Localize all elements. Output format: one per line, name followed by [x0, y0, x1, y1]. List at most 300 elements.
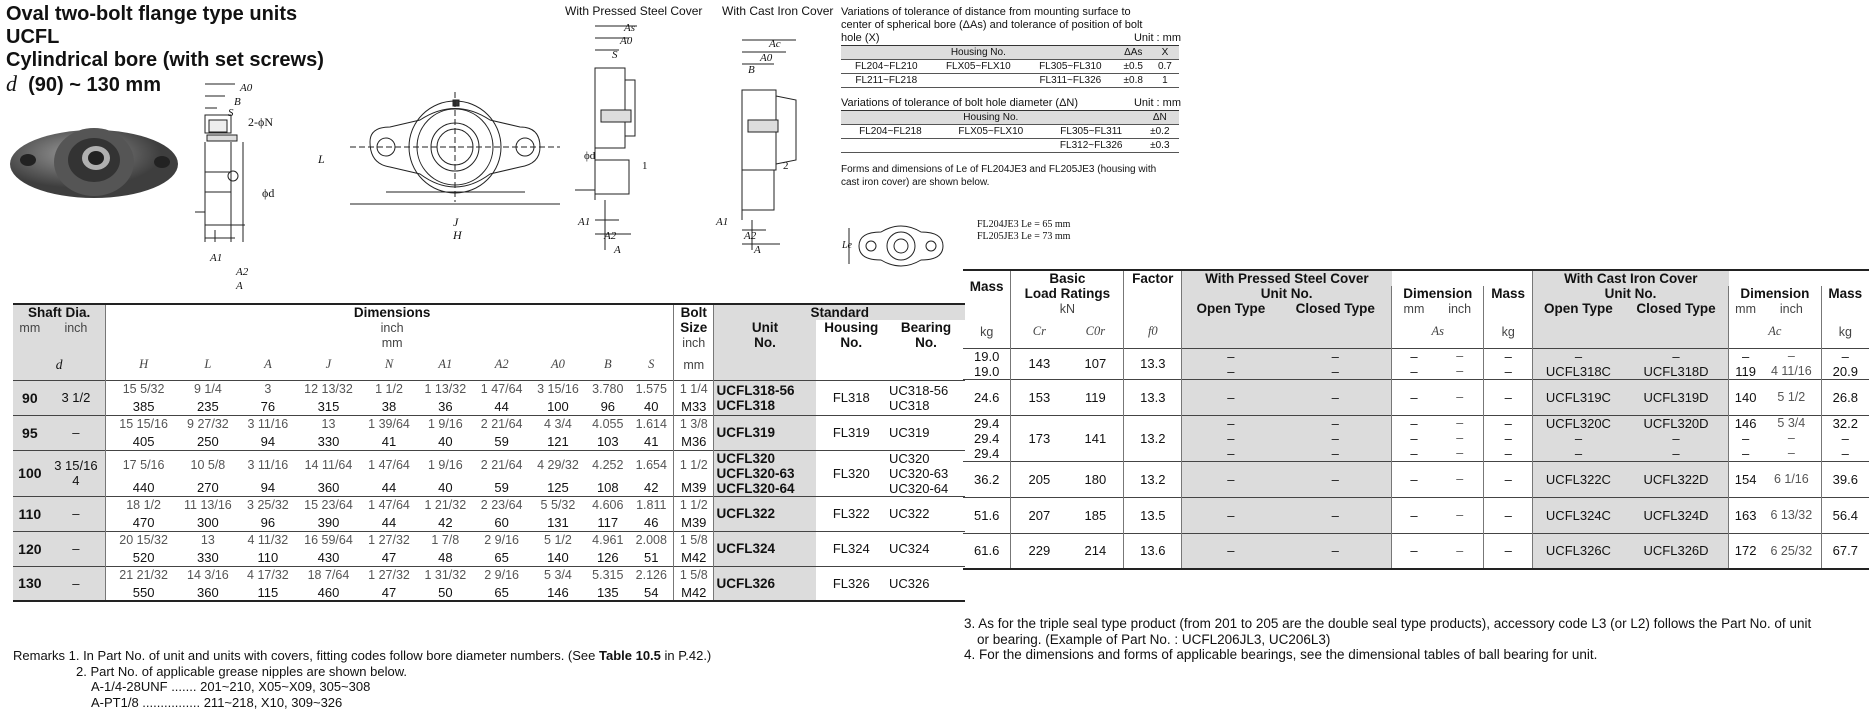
dim-inch-cell: 2 21/64 [480, 417, 523, 432]
label-A-left: A [236, 280, 243, 292]
dim-inch-cell: 1.811 [636, 498, 667, 513]
h-pressed-cont [1392, 270, 1533, 286]
shaft-inch-cell [47, 450, 106, 496]
dim-inch-cell: 3 [264, 382, 272, 397]
je3-drawing [841, 218, 961, 273]
table-row [963, 533, 1869, 569]
cor-cell: 119 [1085, 389, 1106, 405]
bearing-no-cell [887, 531, 965, 566]
t2-cell: FL204~FL218 [841, 125, 940, 139]
note-3a: 3. As for the triple seal type product (from 201 to 205 are the double seal type products), accessory code L3 (or L2) follows the Part No. of unit [964, 616, 1812, 631]
h-open-ci: Open Type [1532, 301, 1624, 316]
ps-closed-cell: – [1280, 348, 1392, 364]
notes-block [964, 616, 1864, 663]
remark-1c: in P.42.) [660, 648, 712, 663]
h-load: Load Ratings [1011, 286, 1124, 301]
bolt-inch-cell: 1 5/8 [674, 531, 714, 549]
cor-cell: 141 [1084, 430, 1107, 446]
cr-cell: 173 [1011, 415, 1068, 461]
table-row [963, 379, 1869, 415]
dim-inch-cell: 3 15/16 [537, 382, 579, 397]
dim-inch-cell: 1 47/64 [480, 382, 523, 397]
ci-open-cell: – [1532, 446, 1624, 462]
label-B-cast: B [748, 64, 755, 76]
dim-inch-cell: 16 59/64 [304, 533, 353, 548]
h-dimensions: Dimensions [111, 304, 673, 320]
h-col-B: B [603, 357, 612, 372]
dim-mm-cell: 65 [494, 584, 509, 600]
dim-mm-cell: 440 [132, 479, 155, 495]
ci-dim-inch-cell: 6 13/32 [1770, 508, 1813, 522]
h-mass: Mass [969, 278, 1004, 294]
h-bearing-no: No. [915, 335, 937, 350]
ps-dim-mm-cell: – [1392, 348, 1436, 364]
cor-cell: 214 [1084, 543, 1107, 559]
table-row [13, 496, 965, 514]
unit-no-cell [714, 450, 816, 496]
h-kg: kg [980, 324, 994, 339]
t1-cell: 0.7 [1151, 60, 1179, 74]
tol-unit-2: Unit : mm [1133, 97, 1181, 109]
unit-no: UCFL322 [716, 506, 775, 521]
note-4: 4. For the dimensions and forms of applicable bearings, see the dimensional tables of ball bearing for unit. [964, 647, 1598, 662]
label-As: As [624, 22, 635, 34]
h-kn: kN [1011, 301, 1124, 316]
dim-mm-cell: 42 [438, 514, 453, 530]
remark-1-link[interactable]: Table 10.5 [599, 648, 661, 663]
h-dimension-ps: Dimension [1392, 286, 1484, 301]
h-inch-ci: inch [1779, 301, 1803, 316]
h-col-S: S [648, 357, 655, 372]
ps-closed-cell: – [1280, 415, 1392, 431]
ps-dim-inch-cell: – [1456, 390, 1464, 404]
table-row [13, 380, 965, 398]
table-row [963, 348, 1869, 364]
size-range: (90) ~ 130 mm [28, 74, 161, 96]
dim-inch-cell: 5 3/4 [544, 568, 572, 583]
h-f0: f0 [1124, 316, 1182, 348]
h-closed-ps: Closed Type [1280, 301, 1392, 316]
table-row [963, 461, 1869, 497]
label-Ac: Ac [769, 38, 781, 50]
ci-closed-cell: UCFL324D [1624, 497, 1729, 533]
bolt-mm-cell: M39 [674, 514, 714, 531]
h-kg2: kg [1484, 316, 1532, 348]
t1-cell: FL204~FL210 [841, 60, 932, 74]
label-A1-pressed: A1 [578, 216, 591, 228]
unit-no: UCFL319 [716, 425, 775, 440]
dim-mm-cell: 44 [381, 514, 397, 530]
dim-inch-cell: 3.780 [592, 382, 624, 397]
tolerance-table-2 [841, 110, 1179, 153]
ci-closed-cell: – [1624, 348, 1729, 364]
t2-cell: ±0.3 [1141, 139, 1179, 153]
bearing-no-cell [887, 566, 965, 601]
je3-line-2: FL205JE3 Le = 73 mm [977, 231, 1071, 242]
label-A0-pressed: A0 [620, 35, 633, 47]
ps-dim-mm-cell: – [1392, 446, 1436, 462]
ci-dim-inch-cell: 6 1/16 [1773, 472, 1809, 486]
ci-dim-mm-cell: 146 [1729, 415, 1762, 431]
dim-inch-cell: 2 21/64 [480, 457, 523, 472]
ci-dim-inch-cell: 4 11/16 [1770, 364, 1812, 378]
unit-no: UCFL326 [716, 575, 775, 591]
dim-mm-cell: 51 [644, 549, 659, 565]
h-bearing: Bearing [900, 320, 952, 335]
label-2: 2 [783, 160, 789, 172]
unit-no: UCFL320 [716, 450, 775, 466]
caption-cast-iron: With Cast Iron Cover [722, 4, 834, 18]
h-open-ps: Open Type [1182, 301, 1280, 316]
label-A2-left: A2 [236, 266, 249, 278]
dim-mm-cell: 520 [132, 549, 155, 565]
remarks-block [13, 648, 711, 710]
bolt-mm-cell: M42 [674, 584, 714, 601]
dim-mm-cell: 48 [438, 549, 453, 565]
ci-dim-mm-cell: 154 [1729, 461, 1762, 497]
shaft-mm-cell: 110 [13, 496, 47, 531]
h-ac: Ac [1729, 316, 1821, 348]
dim-mm-cell: 41 [381, 433, 397, 449]
bearing-no: UC320 [889, 450, 930, 466]
ci-open-cell: UCFL324C [1532, 497, 1624, 533]
dim-inch-cell: 3 11/16 [247, 457, 289, 472]
dim-inch-cell: 1.614 [635, 417, 667, 432]
h-size: Size [674, 320, 714, 335]
dim-mm-cell: 135 [596, 584, 619, 600]
shaft-inch-1: 3 15/16 [54, 458, 98, 473]
dim-mm-cell: 42 [644, 479, 659, 495]
h-cor: C0r [1085, 324, 1106, 339]
dim-mm-cell: 47 [381, 584, 397, 600]
dim-mm-cell: 50 [438, 584, 453, 600]
bolt-inch-cell: 1 1/4 [674, 380, 714, 398]
t2-cell: FLX05~FLX10 [940, 125, 1042, 139]
label-d: ϕd [262, 186, 275, 200]
dim-inch-cell: 21 21/32 [119, 568, 168, 583]
ps-open-cell: – [1182, 446, 1280, 462]
h-unit: Unit [714, 320, 816, 335]
h-housing: Housing [824, 320, 879, 335]
ci-open-cell: – [1532, 348, 1624, 364]
ci-dim-inch-cell: 5 1/2 [1777, 390, 1806, 404]
dim-inch-cell: 14 3/16 [187, 568, 229, 583]
ci-mass-cell: 20.9 [1821, 364, 1869, 380]
ps-dim-inch-cell: – [1456, 543, 1464, 558]
ps-open-cell: – [1182, 497, 1280, 533]
dim-mm-cell: 60 [494, 514, 509, 530]
dim-mm-cell: 100 [547, 398, 569, 414]
label-S-pressed: S [612, 49, 618, 61]
dim-mm-cell: 103 [596, 433, 619, 449]
h-unit-no: No. [714, 335, 816, 350]
ps-open-cell: – [1182, 415, 1280, 431]
f0-cell: 13.5 [1124, 497, 1182, 533]
dim-mm-cell: 330 [197, 549, 219, 565]
t1-cell: FL211~FL218 [841, 74, 932, 88]
ci-dim-mm-cell: 163 [1729, 497, 1762, 533]
dim-inch-cell: 3 25/32 [247, 498, 289, 513]
bolt-mm-cell: M33 [674, 398, 714, 415]
dim-mm-cell: 550 [132, 584, 155, 600]
cr-cell: 207 [1011, 497, 1068, 533]
unit-no: UCFL324 [716, 541, 775, 556]
dim-mm-cell: 430 [317, 549, 340, 565]
h-dimension-ci: Dimension [1729, 286, 1821, 301]
label-L: L [318, 152, 325, 166]
dim-mm-cell: 94 [260, 433, 276, 449]
dim-inch-cell: 17 5/16 [122, 457, 165, 472]
ci-open-cell: UCFL319C [1532, 379, 1624, 415]
shaft-inch-cell: – [47, 566, 106, 601]
label-B-left: B [234, 96, 241, 108]
ps-dim-mm-cell: – [1392, 533, 1436, 569]
note-3b: or bearing. (Example of Part No. : UCFL206JL3, UC206L3) [977, 631, 1331, 647]
mass-cell: 36.2 [974, 471, 1000, 487]
tol-text-6: cast iron cover) are shown below. [841, 177, 990, 188]
ps-dim-mm-cell: – [1392, 497, 1436, 533]
ci-dim-inch-cell: 5 3/4 [1777, 416, 1806, 430]
remark-4: A-PT1/8 ................ 211~218, X10, 309~326 [91, 694, 343, 710]
cor-cell: 180 [1084, 471, 1107, 487]
h-d: d [13, 350, 106, 380]
dim-inch-cell: 5.315 [592, 568, 624, 583]
ps-open-cell: – [1182, 533, 1280, 569]
dim-inch-cell: 2 9/16 [484, 568, 520, 583]
dim-mm-cell: 44 [381, 479, 397, 495]
tol-text-4: Variations of tolerance of bolt hole diameter (ΔN) [841, 97, 1079, 109]
dim-mm-cell: 470 [132, 514, 155, 530]
dim-inch-cell: 4.055 [592, 417, 624, 432]
dim-inch-cell: 4 11/32 [247, 533, 289, 548]
cast-cover-drawing [730, 20, 825, 260]
dim-inch-cell: 1 9/16 [427, 417, 463, 432]
dim-inch-cell: 4 17/32 [247, 568, 289, 583]
bearing-no: UC318 [889, 397, 930, 413]
bearing-no-cell [887, 450, 965, 496]
h-bolt-mm: mm [674, 350, 714, 380]
title-line-2: UCFL [6, 26, 60, 48]
ci-dim-inch-cell: – [1787, 446, 1795, 460]
dim-mm-cell: 250 [197, 433, 219, 449]
dim-mm-cell: 146 [547, 584, 569, 600]
label-2N: 2-ϕN [248, 115, 273, 129]
bearing-no-cell [887, 380, 965, 415]
h-col-A0: A0 [550, 357, 565, 372]
h-kg3: kg [1821, 316, 1869, 348]
t2-cell: ±0.2 [1141, 125, 1179, 139]
dim-mm-cell: 390 [317, 514, 340, 530]
h-col-N: N [384, 357, 394, 372]
bearing-no: UC326 [889, 575, 930, 591]
dim-inch-cell: 4 29/32 [537, 457, 579, 472]
dim-mm-cell: 117 [597, 514, 619, 530]
h-mass-ps: Mass [1484, 286, 1532, 301]
unit-no-cell [714, 566, 816, 601]
cr-cell: 143 [1011, 348, 1068, 379]
t2-head-housing: Housing No. [841, 111, 1141, 125]
h-cast: With Cast Iron Cover [1532, 270, 1728, 286]
tolerance-block [841, 6, 1181, 189]
housing-no-cell: FL320 [832, 465, 870, 481]
dim-mm-cell: 360 [317, 479, 340, 495]
dim-inch-cell: 4.252 [592, 457, 624, 472]
tol-text-2: center of spherical bore (ΔAs) and tolerance of position of bolt [841, 19, 1143, 31]
ci-mass-cell: 67.7 [1821, 533, 1869, 569]
unit-no: UCFL318-56 [716, 382, 795, 398]
h-standard: Standard [714, 304, 965, 320]
ci-dim-mm-cell: – [1729, 348, 1762, 364]
ps-dim-inch-cell: – [1456, 416, 1464, 430]
dim-inch-cell: 1 27/32 [368, 568, 410, 583]
ci-closed-cell: – [1624, 431, 1729, 446]
dim-mm-cell: 126 [596, 549, 619, 565]
mass-cell: 29.4 [974, 430, 1000, 446]
bearing-no: UC322 [889, 506, 930, 521]
ci-dim-mm-cell: 119 [1729, 364, 1762, 380]
unit-no: UCFL320-63 [716, 465, 795, 481]
t1-cell: ±0.8 [1116, 74, 1151, 88]
h-dims-inch: inch [380, 320, 404, 335]
dim-inch-cell: 15 15/16 [119, 417, 168, 432]
dim-mm-cell: 40 [644, 398, 659, 414]
h-col-A1: A1 [438, 357, 453, 372]
t2-head-dn: ΔN [1141, 111, 1179, 125]
t2-cell: FL312~FL326 [1042, 139, 1141, 153]
dim-mm-cell: 405 [132, 433, 155, 449]
h-dims-mm: mm [381, 335, 403, 350]
bearing-no: UC319 [889, 425, 930, 440]
dim-inch-cell: 1 1/2 [375, 382, 403, 397]
h-closed-ci: Closed Type [1624, 301, 1729, 316]
unit-no: UCFL318 [716, 397, 775, 413]
ci-dim-inch-cell: – [1787, 431, 1795, 445]
ci-closed-cell: UCFL326D [1624, 533, 1729, 569]
dim-inch-cell: 1 7/8 [431, 533, 460, 548]
dim-mm-cell: 46 [644, 514, 659, 530]
cor-cell: 185 [1084, 507, 1107, 523]
dim-inch-cell: 1 47/64 [368, 498, 410, 513]
ps-closed-cell: – [1280, 446, 1392, 462]
mass-cell: 19.0 [974, 348, 1000, 364]
h-mm-ci: mm [1729, 301, 1762, 316]
unit-no: UCFL320-64 [716, 480, 795, 496]
ps-closed-cell: – [1280, 379, 1392, 415]
title-line-1: Oval two-bolt flange type units [6, 3, 298, 25]
ci-mass-cell: 26.8 [1821, 379, 1869, 415]
h-col-H: H [139, 357, 149, 372]
tol-text-5: Forms and dimensions of Le of FL204JE3 and FL205JE3 (housing with [841, 164, 1157, 175]
h-cast-cont [1729, 270, 1869, 286]
ps-closed-cell: – [1280, 364, 1392, 380]
ps-dim-mm-cell: – [1392, 431, 1436, 446]
dim-mm-cell: 110 [257, 549, 279, 565]
dim-inch-cell: 1.575 [635, 382, 667, 397]
h-cr: Cr [1011, 316, 1068, 348]
dim-mm-cell: 38 [381, 398, 397, 414]
t1-cell: FLX05~FLX10 [932, 60, 1025, 74]
ps-mass-cell: – [1484, 461, 1532, 497]
ps-open-cell: – [1182, 461, 1280, 497]
table-row [963, 497, 1869, 533]
cover-table [963, 269, 1869, 570]
bolt-inch-cell: 1 1/2 [674, 450, 714, 479]
dim-inch-cell: 1 47/64 [368, 457, 410, 472]
dim-inch-cell: 10 5/8 [190, 457, 226, 472]
label-A1-cast: A1 [716, 216, 729, 228]
dim-mm-cell: 40 [438, 433, 453, 449]
dim-inch-cell: 9 1/4 [193, 382, 222, 397]
dim-inch-cell: 5 5/32 [540, 498, 576, 513]
dim-inch-cell: 18 7/64 [307, 568, 350, 583]
ci-closed-cell: UCFL318D [1624, 364, 1729, 380]
dim-inch-cell: 4.961 [592, 533, 624, 548]
unit-no-cell [714, 531, 816, 566]
ci-open-cell: UCFL326C [1532, 533, 1624, 569]
dim-inch-cell: 2.126 [635, 568, 667, 583]
mass-cell: 29.4 [974, 415, 1000, 431]
ci-closed-cell: UCFL319D [1624, 379, 1729, 415]
ps-mass-cell: – [1484, 379, 1532, 415]
housing-no-cell: FL326 [832, 575, 870, 591]
caption-pressed-steel: With Pressed Steel Cover [565, 4, 703, 18]
ci-mass-cell: 56.4 [1821, 497, 1869, 533]
dim-mm-cell: 96 [600, 398, 616, 414]
ci-mass-cell: – [1821, 446, 1869, 462]
product-photo [6, 112, 186, 222]
dim-inch-cell: 18 1/2 [126, 498, 161, 513]
bearing-no-cell [887, 496, 965, 531]
shaft-inch-cell: – [47, 415, 106, 450]
ci-open-cell: UCFL322C [1532, 461, 1624, 497]
dim-mm-cell: 300 [197, 514, 219, 530]
dim-inch-cell: 2 23/64 [480, 498, 523, 513]
dim-mm-cell: 59 [494, 479, 509, 495]
h-bolt-inch: inch [674, 335, 714, 350]
ci-mass-cell: – [1821, 348, 1869, 364]
dim-inch-cell: 15 23/64 [304, 498, 353, 513]
ps-mass-cell: – [1484, 415, 1532, 431]
housing-no-cell: FL322 [832, 506, 870, 521]
ps-mass-cell: – [1484, 497, 1532, 533]
dim-inch-cell: 2.008 [635, 533, 667, 548]
ci-closed-cell: UCFL322D [1624, 461, 1729, 497]
ci-open-cell: UCFL320C [1532, 415, 1624, 431]
f0-cell: 13.2 [1124, 415, 1182, 461]
ci-open-cell: UCFL318C [1532, 364, 1624, 380]
tolerance-table-1 [841, 45, 1179, 88]
h-basic: Basic [1011, 270, 1124, 286]
dim-inch-cell: 5 1/2 [544, 533, 572, 548]
label-H: H [453, 228, 462, 242]
ci-dim-mm-cell: – [1729, 431, 1762, 446]
ps-closed-cell: – [1280, 533, 1392, 569]
remark-1a: Remarks 1. In Part No. of unit and units with covers, fitting codes follow bore diameter numbers. (See [13, 648, 599, 663]
ci-dim-mm-cell: 140 [1729, 379, 1762, 415]
dim-inch-cell: 4 3/4 [544, 417, 572, 432]
cor-cell: 107 [1084, 356, 1107, 371]
ps-dim-inch-cell: – [1456, 472, 1464, 486]
dim-mm-cell: 315 [317, 398, 340, 414]
ci-mass-cell: 32.2 [1821, 415, 1869, 431]
tol-text-3: hole (X) [841, 32, 880, 44]
je3-line-1: FL204JE3 Le = 65 mm [977, 219, 1071, 230]
dim-mm-cell: 460 [317, 584, 340, 600]
bolt-mm-cell: M39 [674, 479, 714, 496]
t2-cell [841, 139, 940, 153]
ps-closed-cell: – [1280, 497, 1392, 533]
label-A0-left: A0 [240, 82, 253, 94]
